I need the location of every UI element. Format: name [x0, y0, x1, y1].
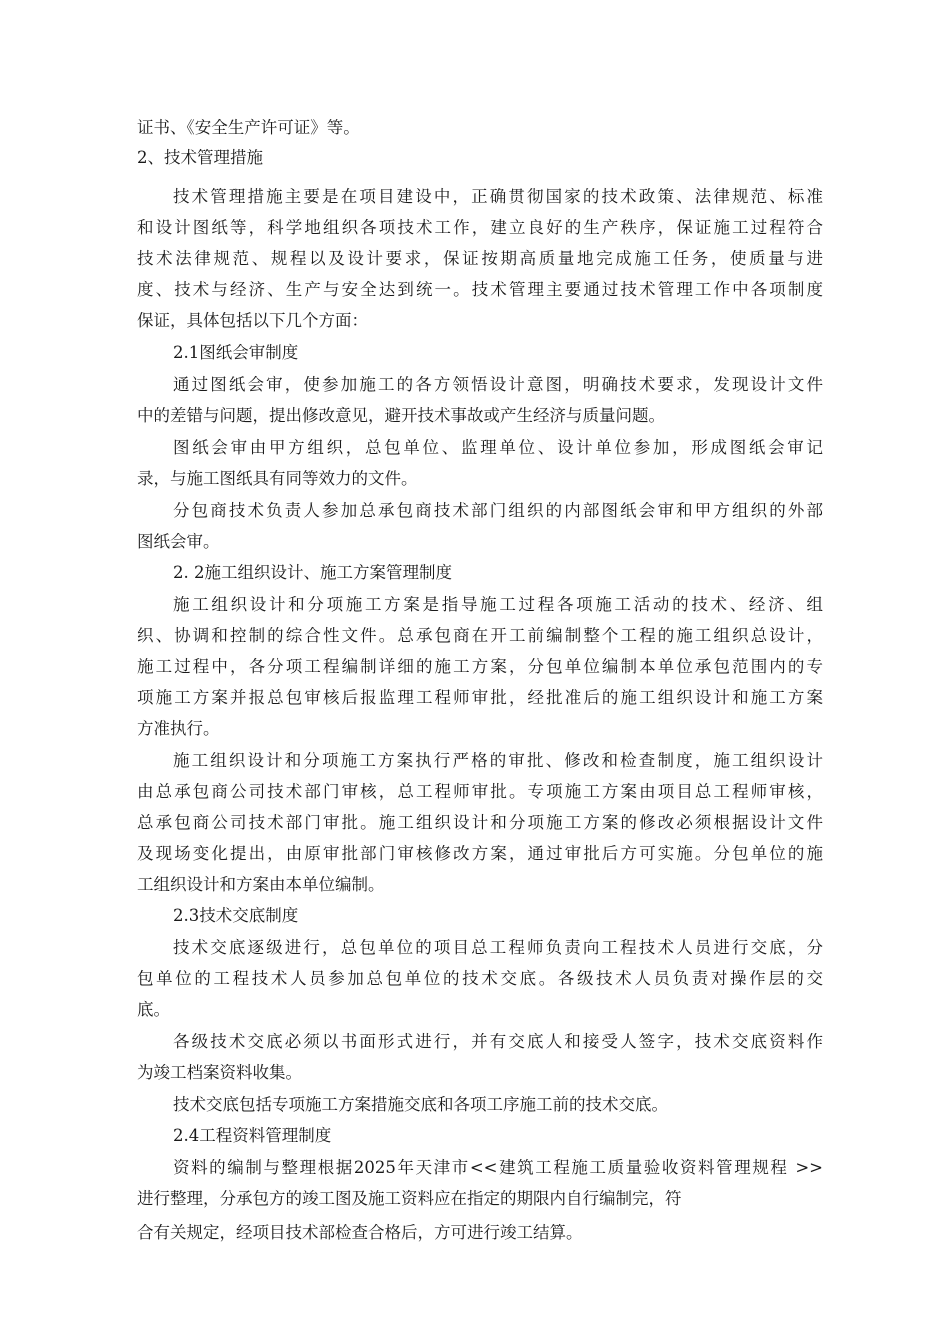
text-line: 施工组织设计和分项施工方案是指导施工过程各项施工活动的技术、经济、组	[173, 595, 823, 614]
text-line: 项施工方案并报总包审核后报监理工程师审批，经批准后的施工组织设计和施工方案	[137, 688, 823, 707]
text-line: 施工组织设计和分项施工方案执行严格的审批、修改和检查制度，施工组织设计	[173, 751, 823, 770]
text-line: 保证，具体包括以下几个方面：	[137, 311, 368, 330]
text-line: 中的差错与问题，提出修改意见，避开技术事故或产生经济与质量问题。	[137, 406, 665, 425]
subsection-heading: 2.1图纸会审制度	[173, 343, 299, 362]
text-line: 技术交底包括专项施工方案措施交底和各项工序施工前的技术交底。	[173, 1095, 668, 1114]
text-line: 通过图纸会审，使参加施工的各方领悟设计意图，明确技术要求，发现设计文件	[173, 375, 823, 394]
text-line: 技术法律规范、规程以及设计要求，保证按期高质量地完成施工任务，使质量与进	[137, 249, 823, 268]
text-line: 进行整理，分承包方的竣工图及施工资料应在指定的期限内自行编制完，符	[137, 1189, 682, 1208]
subsection-heading: 2.3技术交底制度	[173, 906, 299, 925]
text-line: 资料的编制与整理根据2025年天津市<<建筑工程施工质量验收资料管理规程 >>	[173, 1158, 823, 1177]
subsection-heading: 2.4工程资料管理制度	[173, 1126, 332, 1145]
text-line: 证书、《安全生产许可证》等。	[137, 118, 360, 137]
text-line: 技术交底逐级进行，总包单位的项目总工程师负责向工程技术人员进行交底，分	[173, 938, 823, 957]
text-line: 底。	[137, 1000, 170, 1019]
subsection-heading: 2. 2施工组织设计、施工方案管理制度	[173, 563, 452, 582]
text-line: 为竣工档案资料收集。	[137, 1063, 302, 1082]
text-line: 工组织设计和方案由本单位编制。	[137, 875, 385, 894]
text-line: 包单位的工程技术人员参加总包单位的技术交底。各级技术人员负责对操作层的交	[137, 969, 823, 988]
text-line: 度、技术与经济、生产与安全达到统一。技术管理主要通过技术管理工作中各项制度	[137, 280, 823, 299]
text-line: 各级技术交底必须以书面形式进行，并有交底人和接受人签字，技术交底资料作	[173, 1032, 823, 1051]
text-line: 图纸会审由甲方组织，总包单位、监理单位、设计单位参加，形成图纸会审记	[173, 438, 823, 457]
text-line: 技术管理措施主要是在项目建设中，正确贯彻国家的技术政策、法律规范、标准	[173, 187, 823, 206]
text-line: 图纸会审。	[137, 532, 220, 551]
text-line: 和设计图纸等，科学地组织各项技术工作，建立良好的生产秩序，保证施工过程符合	[137, 218, 823, 237]
text-line: 织、协调和控制的综合性文件。总承包商在开工前编制整个工程的施工组织总设计，	[137, 626, 823, 645]
text-line: 分包商技术负责人参加总承包商技术部门组织的内部图纸会审和甲方组织的外部	[173, 501, 823, 520]
section-heading: 2、技术管理措施	[137, 148, 263, 167]
text-line: 施工过程中，各分项工程编制详细的施工方案，分包单位编制本单位承包范围内的专	[137, 657, 823, 676]
text-line: 及现场变化提出，由原审批部门审核修改方案，通过审批后方可实施。分包单位的施	[137, 844, 823, 863]
text-line: 方准执行。	[137, 719, 220, 738]
text-line: 总承包商公司技术部门审批。施工组织设计和分项施工方案的修改必须根据设计文件	[137, 813, 823, 832]
text-line: 合有关规定，经项目技术部检查合格后，方可进行竣工结算。	[137, 1223, 583, 1242]
text-line: 录，与施工图纸具有同等效力的文件。	[137, 469, 418, 488]
text-line: 由总承包商公司技术部门审核，总工程师审批。专项施工方案由项目总工程师审核，	[137, 782, 823, 801]
